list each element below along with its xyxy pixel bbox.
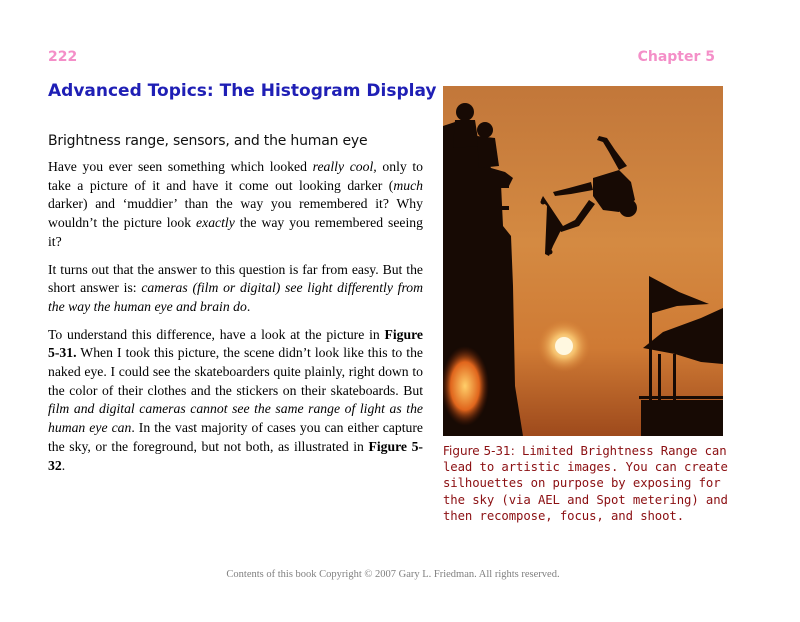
figure-label: Figure 5-31:: [443, 444, 515, 458]
subsection-heading: Brightness range, sensors, and the human eye: [48, 133, 368, 149]
skateboarder-silhouette-photo: [443, 86, 723, 436]
chapter-label: Chapter 5: [637, 49, 715, 65]
paragraph-2: It turns out that the answer to this question is far from easy. But the short answer is: cameras (film or digital) see light differently from the way the human eye and brain do.: [48, 261, 423, 314]
paragraph-1: Have you ever seen something which looked really cool, only to take a picture of it and have it come out looking darker (much darker) and ‘muddier’ than the way you remembered it? Why wouldn’t the picture look exactly the way you remembered seeing it?: [48, 159, 424, 249]
figure-caption: [443, 443, 733, 524]
body-text: [48, 158, 423, 484]
figure-caption-text: Limited Brightness Range can lead to artistic images. You can create silhouettes on purpose by exposing for the sky (via AEL and Spot metering) and then recompose, focus, and shoot.: [443, 444, 728, 523]
copyright-footer: Contents of this book Copyright © 2007 Gary L. Friedman. All rights reserved.: [226, 569, 560, 580]
paragraph-3: To understand this difference, have a look at the picture in Figure 5-31. When I took this picture, the scene didn’t look like this to the naked eye. I could see the skateboarders quite plainly, right down to the color of their clothes and the stickers on their skateboards. But film and digital cameras cannot see the same range of light as the human eye can. In the vast majority of cases you can either capture the sky, or the foreground, but not both, as illustrated in Figure 5-32.: [48, 326, 423, 473]
section-title: Advanced Topics: The Histogram Display: [48, 81, 437, 101]
page-number: 222: [48, 49, 78, 65]
